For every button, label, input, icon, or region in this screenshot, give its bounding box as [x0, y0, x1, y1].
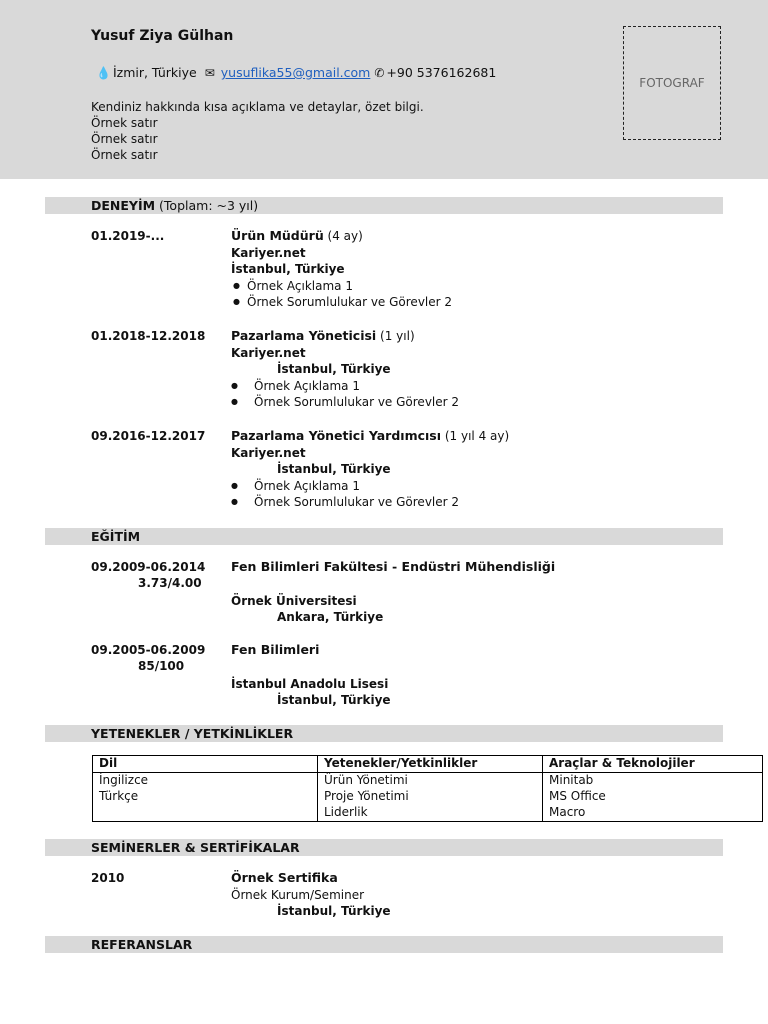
list-item: ● Örnek Sorumlulukar ve Görevler 2 [231, 394, 459, 411]
section-seminars-header [45, 839, 723, 856]
table-row [93, 805, 763, 822]
table-cell: Minitab [543, 773, 763, 790]
program: Fen Bilimleri [231, 642, 320, 657]
summary-line: Örnek satır [91, 132, 158, 146]
person-name: Yusuf Ziya Gülhan [91, 28, 234, 44]
entry-date: 01.2018-12.2018 [91, 329, 206, 343]
certificate-org: Örnek Kurum/Seminer [231, 887, 365, 902]
entry-date: 2010 [91, 871, 125, 885]
school: Örnek Üniversitesi [231, 593, 357, 608]
table-cell: Macro [543, 805, 763, 822]
location-text: İzmir, Türkiye [112, 65, 197, 80]
table-cell: İngilizce [93, 773, 318, 790]
section-title: EĞİTİM [91, 529, 141, 544]
job-title: Pazarlama Yönetici Yardımcısı [231, 428, 442, 443]
job-location: İstanbul, Türkiye [277, 362, 391, 376]
job-duration: (1 yıl 4 ay) [444, 429, 510, 443]
section-title: SEMİNERLER & SERTİFİKALAR [91, 840, 300, 855]
summary [91, 99, 424, 163]
list-item: ● Örnek Sorumlulukar ve Görevler 2 [231, 494, 509, 511]
table-cell: Türkçe [93, 789, 318, 805]
bullet-list [231, 378, 459, 411]
table-row [93, 789, 763, 805]
contact-line [96, 65, 496, 80]
list-item: ● Örnek Sorumlulukar ve Görevler 2 [231, 294, 452, 311]
summary-line: Örnek satır [91, 116, 158, 130]
table-row [93, 773, 763, 790]
envelope-icon: ✉ [204, 65, 215, 80]
summary-line: Örnek satır [91, 148, 158, 162]
program: Fen Bilimleri Fakültesi - Endüstri Mühendisliği [231, 559, 556, 574]
school-location: İstanbul, Türkiye [277, 693, 391, 707]
company: Kariyer.net [231, 445, 306, 460]
email-link[interactable]: yusuflika55@gmail.com [220, 65, 371, 80]
column-header: Yetenekler/Yetkinlikler [318, 756, 543, 773]
table-cell [93, 805, 318, 822]
location-pin-icon: 💧 [96, 65, 111, 80]
entry-date: 09.2005-06.2009 [91, 643, 206, 657]
section-title: REFERANSLAR [91, 937, 193, 952]
job-location: İstanbul, Türkiye [231, 262, 345, 276]
list-item: ● Örnek Açıklama 1 [231, 378, 459, 395]
job-location: İstanbul, Türkiye [277, 462, 391, 476]
section-education-header [45, 528, 723, 545]
section-references-header [45, 936, 723, 953]
photo-placeholder: FOTOGRAF [623, 26, 721, 140]
skills-table [92, 755, 763, 822]
column-header: Dil [93, 756, 318, 773]
job-title: Pazarlama Yöneticisi [231, 328, 377, 343]
entry-date: 09.2009-06.2014 [91, 560, 206, 574]
grade: 85/100 [138, 659, 185, 673]
job-title: Ürün Müdürü [231, 228, 324, 243]
entry-date: 09.2016-12.2017 [91, 429, 206, 443]
school: İstanbul Anadolu Lisesi [231, 676, 389, 691]
list-item: ● Örnek Açıklama 1 [231, 278, 452, 295]
company: Kariyer.net [231, 345, 306, 360]
certificate-title: Örnek Sertifika [231, 870, 338, 885]
section-title: YETENEKLER / YETKİNLİKLER [91, 726, 294, 741]
phone-icon: ✆ [374, 65, 385, 80]
job-duration: (4 ay) [327, 229, 363, 243]
section-experience-header [45, 197, 723, 214]
grade: 3.73/4.00 [138, 576, 202, 590]
table-cell: Liderlik [318, 805, 543, 822]
list-item: ● Örnek Açıklama 1 [231, 478, 509, 495]
table-cell: Proje Yönetimi [318, 789, 543, 805]
table-cell: Ürün Yönetimi [318, 773, 543, 790]
section-skills-header [45, 725, 723, 742]
phone-text: +90 5376162681 [386, 65, 497, 80]
certificate-location: İstanbul, Türkiye [277, 904, 391, 918]
entry-date: 01.2019-... [91, 229, 165, 243]
column-header: Araçlar & Teknolojiler [543, 756, 763, 773]
company: Kariyer.net [231, 245, 306, 260]
table-header-row [93, 756, 763, 773]
bullet-list [231, 478, 509, 511]
summary-line: Kendiniz hakkında kısa açıklama ve detaylar, özet bilgi. [91, 100, 424, 114]
bullet-list [231, 278, 452, 311]
table-cell: MS Office [543, 789, 763, 805]
experience-total: (Toplam: ~3 yıl) [159, 198, 259, 213]
job-duration: (1 yıl) [380, 329, 415, 343]
school-location: Ankara, Türkiye [277, 610, 384, 624]
header-band [0, 0, 768, 179]
section-title: DENEYİM [91, 198, 156, 213]
